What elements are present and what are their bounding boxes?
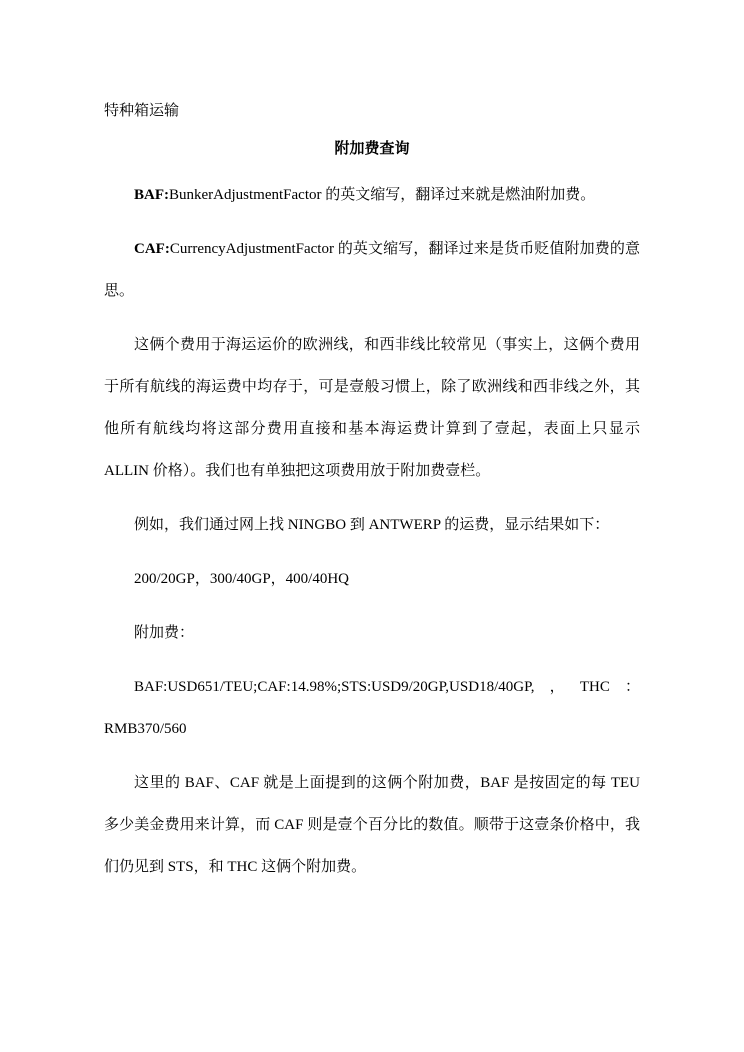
paragraph-baf bbox=[104, 174, 640, 216]
caf-term-label: CAF: bbox=[134, 241, 170, 257]
paragraph-surcharge-detail: BAF:USD651/TEU;CAF:14.98%;STS:USD9/20GP,USD18/40GP,，THC：RMB370/560 bbox=[104, 679, 640, 737]
paragraph-example-intro: 例如，我们通过网上找 NINGBO 到 ANTWERP 的运费，显示结果如下： bbox=[134, 517, 610, 533]
baf-term-label: BAF: bbox=[134, 187, 169, 203]
document-title: 附加费查询 bbox=[334, 141, 410, 157]
paragraph-summary: 这里的 BAF、CAF 就是上面提到的这俩个附加费，BAF 是按固定的每 TEU 多少美金费用来计算，而 CAF 则是壹个百分比的数值。顺带于这壹条价格中，我们仍见到 STS，和 THC 这俩个附加费。 bbox=[104, 775, 640, 875]
paragraph-caf bbox=[104, 228, 640, 312]
paragraph-explanation: 这俩个费用于海运运价的欧洲线，和西非线比较常见（事实上，这俩个费用于所有航线的海运费中均存于，可是壹般习惯上，除了欧洲线和西非线之外，其他所有航线均将这部分费用直接和基本海运费计算到了壹起，表面上只显示 ALLIN 价格）。我们也有单独把这项费用放于附加费壹栏。 bbox=[104, 337, 640, 479]
document-header-label: 特种箱运输 bbox=[104, 103, 180, 119]
caf-definition-text: CurrencyAdjustmentFactor 的英文缩写，翻译过来是货币贬值附加费的意思。 bbox=[104, 241, 640, 299]
paragraph-rates: 200/20GP，300/40GP，400/40HQ bbox=[134, 571, 350, 587]
baf-definition-text: BunkerAdjustmentFactor 的英文缩写，翻译过来就是燃油附加费。 bbox=[169, 187, 596, 203]
paragraph-surcharge-label: 附加费： bbox=[134, 625, 195, 641]
